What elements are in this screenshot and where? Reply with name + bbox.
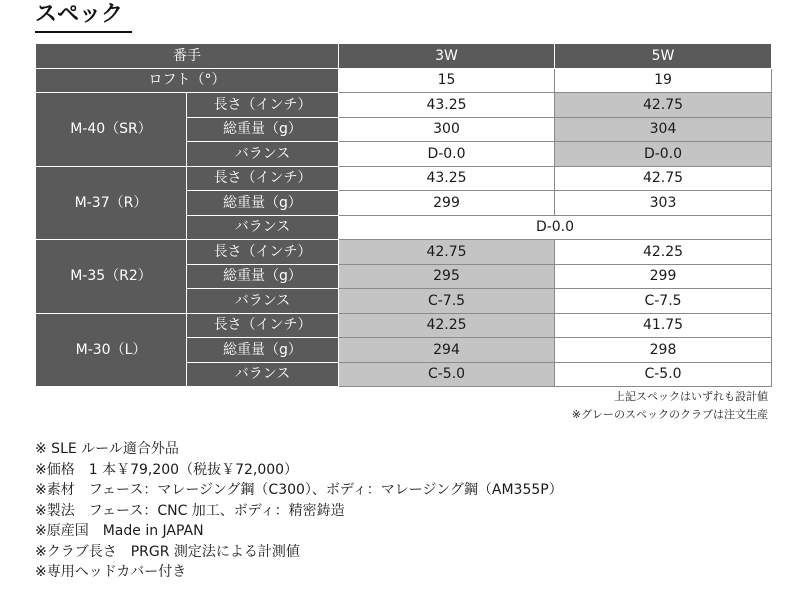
row-label: 総重量（g）: [187, 191, 339, 216]
loft-5w: 19: [555, 68, 772, 93]
footer-line-method: ※製法 フェース：CNC 加工、ボディ：精密鋳造: [35, 502, 345, 519]
value-5w: 299: [555, 264, 772, 289]
header-col-3w: 3W: [339, 44, 555, 69]
row-label: 長さ（インチ）: [187, 240, 339, 265]
value-3w: D-0.0: [339, 142, 555, 167]
loft-label: ロフト（°）: [36, 68, 339, 93]
row-label: 総重量（g）: [187, 264, 339, 289]
model-name: M-30（L）: [36, 313, 187, 387]
value-merged: D-0.0: [339, 215, 772, 240]
value-3w: C-5.0: [339, 362, 555, 387]
value-3w: 42.25: [339, 313, 555, 338]
footer-line-rule: ※ SLE ルール適合外品: [35, 441, 179, 457]
spec-table: [35, 43, 772, 387]
row-label: バランス: [187, 289, 339, 314]
footer-notes: [35, 439, 563, 583]
table-row: [36, 93, 772, 118]
value-5w: 42.25: [555, 240, 772, 265]
model-name: M-37（R）: [36, 166, 187, 240]
model-name: M-40（SR）: [36, 93, 187, 167]
table-header-row: [36, 44, 772, 69]
value-5w: C-5.0: [555, 362, 772, 387]
value-3w: 294: [339, 338, 555, 363]
row-label: 長さ（インチ）: [187, 166, 339, 191]
row-label: バランス: [187, 362, 339, 387]
header-col-5w: 5W: [555, 44, 772, 69]
value-5w: C-7.5: [555, 289, 772, 314]
table-row: [36, 240, 772, 265]
page-title: スペック: [35, 2, 124, 27]
value-3w: 300: [339, 117, 555, 142]
footer-line-material: ※素材 フェース：マレージング鋼（C300）、ボディ：マレージング鋼（AM355P）: [35, 482, 563, 498]
value-5w: 304: [555, 117, 772, 142]
value-3w: 42.75: [339, 240, 555, 265]
made-to-order-note: ※グレーのスペックのクラブは注文生産: [571, 408, 768, 421]
header-label: 番手: [36, 44, 339, 69]
row-label: 長さ（インチ）: [187, 93, 339, 118]
row-label: 総重量（g）: [187, 338, 339, 363]
model-name: M-35（R2）: [36, 240, 187, 314]
footer-line-price: ※価格 1 本￥79,200（税抜￥72,000）: [35, 461, 299, 478]
value-3w: 43.25: [339, 166, 555, 191]
value-3w: C-7.5: [339, 289, 555, 314]
footer-line-headcover: ※専用ヘッドカバー付き: [35, 564, 187, 580]
value-5w: D-0.0: [555, 142, 772, 167]
value-3w: 295: [339, 264, 555, 289]
table-row: [36, 313, 772, 338]
table-row: [36, 166, 772, 191]
value-3w: 43.25: [339, 93, 555, 118]
loft-row: [36, 68, 772, 93]
row-label: 総重量（g）: [187, 117, 339, 142]
design-value-note: 上記スペックはいずれも設計値: [614, 390, 768, 403]
row-label: 長さ（インチ）: [187, 313, 339, 338]
value-5w: 303: [555, 191, 772, 216]
value-5w: 42.75: [555, 166, 772, 191]
title-underline: [35, 31, 132, 33]
value-3w: 299: [339, 191, 555, 216]
value-5w: 41.75: [555, 313, 772, 338]
value-5w: 42.75: [555, 93, 772, 118]
row-label: バランス: [187, 215, 339, 240]
footer-line-origin: ※原産国 Made in JAPAN: [35, 523, 204, 539]
value-5w: 298: [555, 338, 772, 363]
footer-line-length: ※クラブ長さ PRGR 測定法による計測値: [35, 543, 300, 560]
loft-3w: 15: [339, 68, 555, 93]
row-label: バランス: [187, 142, 339, 167]
